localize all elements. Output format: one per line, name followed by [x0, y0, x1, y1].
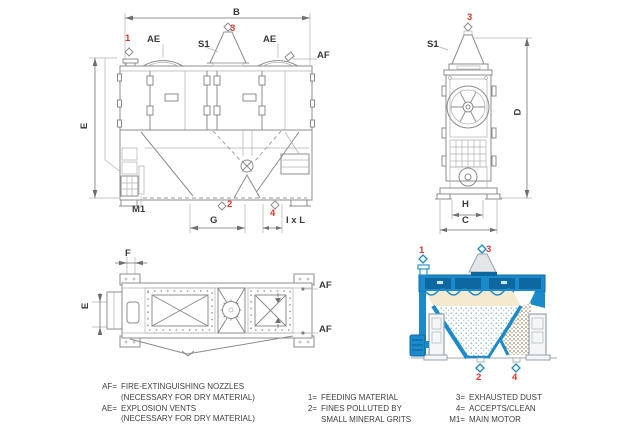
exhaust-cone [431, 35, 488, 70]
outlet-2-diamond [218, 202, 226, 210]
legend-text: FIRE-EXTINGUISHING NOZZLES [121, 382, 245, 391]
legend-item-2 [293, 404, 411, 415]
feed-inlet [418, 255, 429, 275]
section-marker-3: 3 [486, 244, 492, 255]
top-af-bottom-label: AF [319, 324, 332, 335]
bottom-outlets [476, 358, 520, 372]
side-dim-h-label: H [462, 199, 469, 210]
exhaust-cone [469, 245, 497, 276]
explosion-vent-dome-right [258, 61, 298, 67]
legend-item-m1 [441, 415, 542, 426]
legend-text: ACCEPTS/CLEAN [469, 403, 536, 413]
base-frame [120, 130, 312, 200]
top-dim-f-label: F [125, 248, 131, 259]
legend-text: MAIN MOTOR [469, 414, 521, 424]
front-ae-right-label: AE [263, 34, 277, 45]
outlet-3-diamond [464, 23, 472, 31]
legend-text: FINES POLLUTED BY [321, 403, 402, 413]
legend-key: AF= [102, 382, 117, 391]
support-braces [130, 336, 293, 356]
dimension-g-line [190, 204, 245, 233]
dimension-e-line [92, 293, 109, 335]
front-marker-3: 3 [230, 23, 236, 34]
legend-column-middle [293, 393, 411, 425]
side-dim-d-label: D [512, 108, 524, 116]
legend-key: 1= [307, 393, 317, 402]
legend-item-3 [441, 393, 542, 404]
legend-column-left [93, 382, 255, 425]
access-panel-right [248, 288, 293, 333]
side-s1-label: S1 [427, 39, 439, 50]
legend-item-4 [441, 404, 542, 415]
front-ae-left-label: AE [147, 34, 161, 45]
legend-key: 4= [455, 403, 465, 413]
legend-key: M1= [449, 414, 465, 424]
fire-nozzle-fitting [285, 52, 317, 61]
door-latch [243, 94, 256, 101]
legend-item-af [93, 382, 255, 393]
legend-text: EXPLOSION VENTS [121, 403, 197, 413]
section-marker-4: 4 [512, 372, 518, 383]
section-marker-2: 2 [476, 372, 482, 383]
side-marker-3: 3 [467, 12, 473, 23]
main-motor [410, 335, 429, 356]
legend-column-right [441, 393, 542, 425]
section-view-drawing [405, 242, 570, 384]
top-view-drawing [85, 243, 340, 368]
side-dim-c-label: C [462, 215, 469, 226]
legend-item-ae [93, 404, 255, 415]
legend-text: FEEDING MATERIAL [321, 393, 399, 402]
frame-leg-right [526, 314, 550, 360]
front-marker-1: 1 [125, 33, 131, 44]
front-marker-2: 2 [227, 199, 233, 210]
legend-note: SMALL MINERAL GRITS [321, 414, 412, 424]
legend-text: EXHAUSTED DUST [469, 393, 542, 402]
front-view-drawing [85, 8, 335, 240]
front-marker-4: 4 [270, 208, 276, 219]
dimension-e-line [89, 58, 119, 198]
section-marker-1: 1 [419, 245, 425, 256]
front-dim-b-label: B [233, 7, 240, 18]
frame-leg-left [424, 314, 447, 360]
machine-top-band [419, 275, 545, 292]
front-m1-label: M1 [132, 204, 146, 215]
front-af-label: AF [317, 50, 330, 61]
legend-key: 2= [307, 403, 317, 413]
front-dim-ixl-label: I x L [286, 215, 306, 226]
inlet-1-diamond [125, 48, 133, 56]
top-dim-e-label: E [80, 302, 92, 310]
base [435, 188, 502, 199]
explosion-vent-dome-left [143, 61, 183, 67]
dimension-f-line [115, 257, 147, 276]
front-dim-e-label: E [79, 122, 91, 130]
legend-item-1 [293, 393, 411, 404]
top-af-top-label: AF [319, 280, 332, 291]
filter-bed [426, 289, 521, 306]
front-s1-label: S1 [198, 39, 210, 50]
door-latch [165, 94, 178, 101]
front-dim-g-label: G [210, 215, 218, 226]
legend-key: 3= [455, 393, 465, 402]
legend-key: AE= [101, 403, 117, 413]
legend-note: (NECESSARY FOR DRY MATERIAL) [121, 392, 255, 402]
legend-note: (NECESSARY FOR DRY MATERIAL) [121, 414, 255, 424]
